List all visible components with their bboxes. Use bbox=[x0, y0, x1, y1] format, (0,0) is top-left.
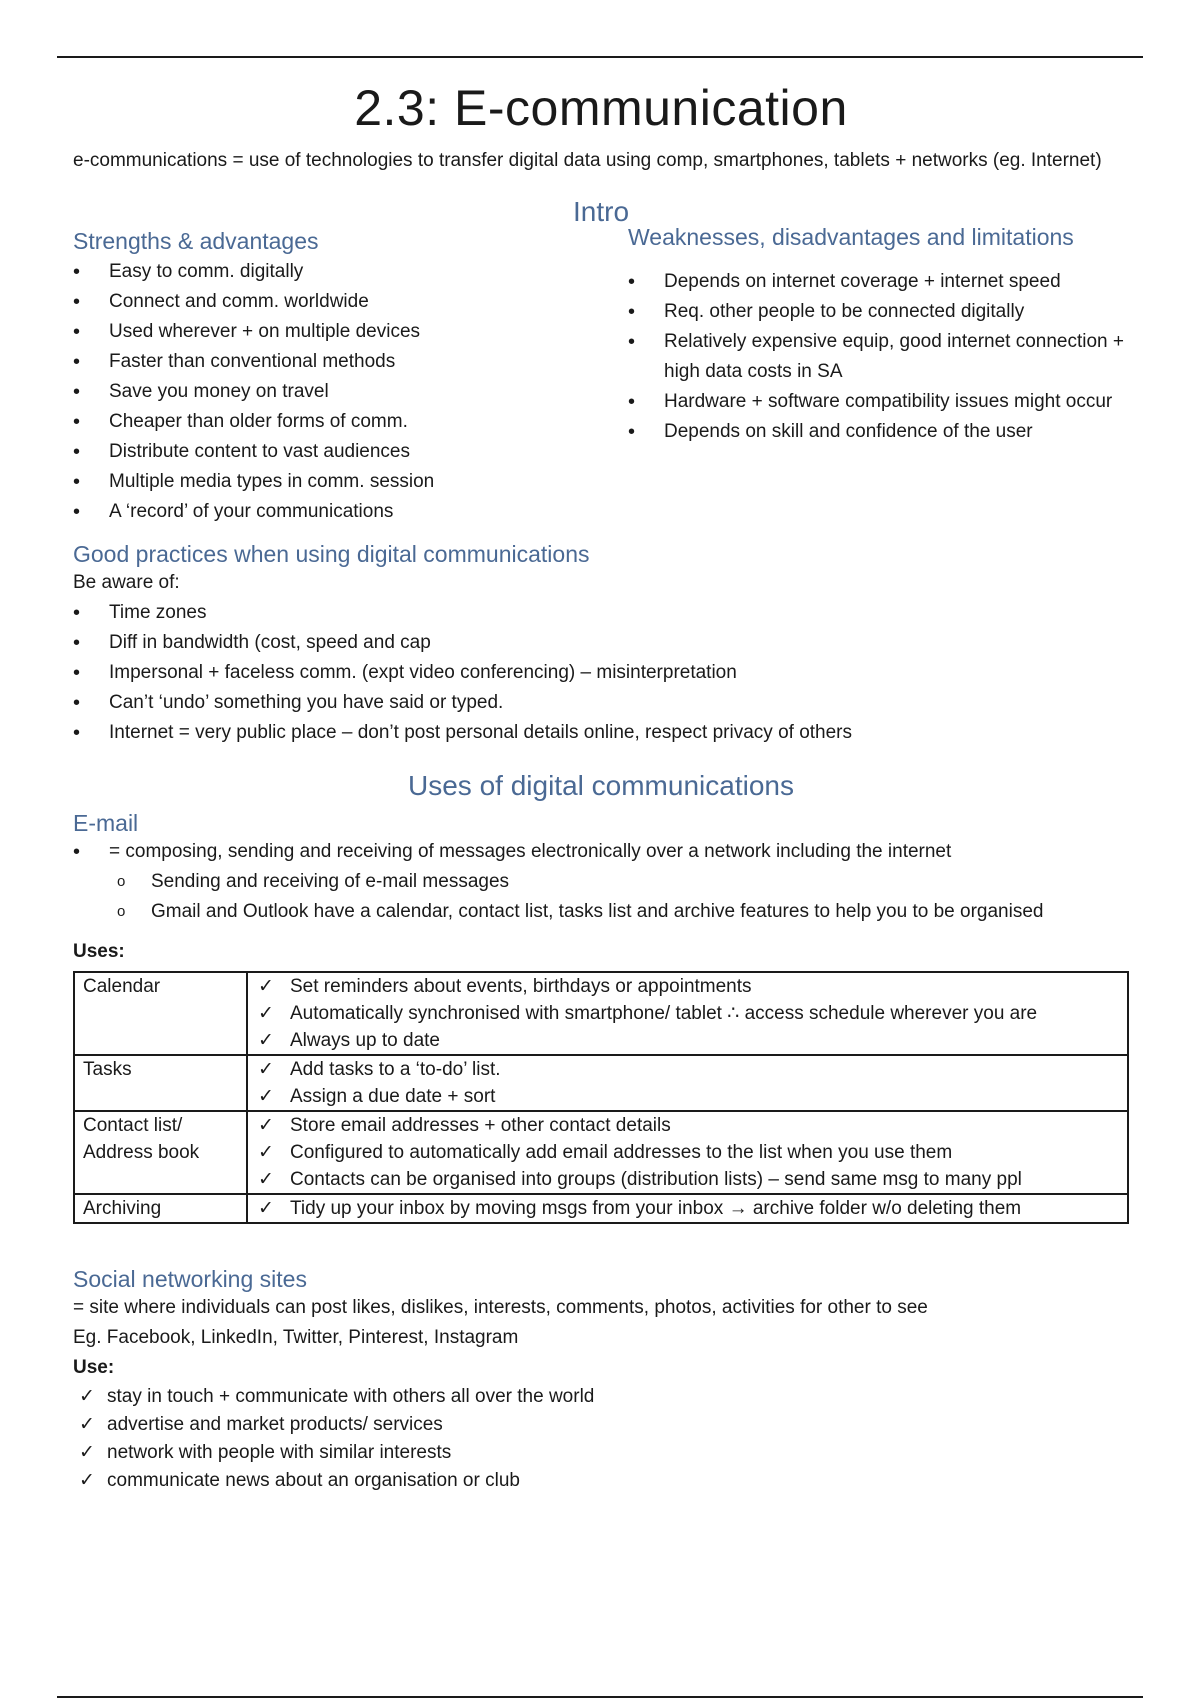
list-item: • Depends on skill and confidence of the user bbox=[628, 417, 1128, 447]
table-cell-items bbox=[247, 1111, 1128, 1194]
list-item: • Hardware + software compatibility issues might occur bbox=[628, 387, 1128, 417]
table-row bbox=[74, 972, 1128, 1055]
list-item: • A ‘record’ of your communications bbox=[73, 497, 628, 527]
list-item: • Connect and comm. worldwide bbox=[73, 287, 628, 317]
list-item: o Gmail and Outlook have a calendar, contact list, tasks list and archive features to help you to be organised bbox=[113, 897, 1129, 927]
list-item: • Faster than conventional methods bbox=[73, 347, 628, 377]
list-item: ✓ Contacts can be organised into groups (distribution lists) – send same msg to many ppl bbox=[256, 1166, 1119, 1193]
table-cell-items bbox=[247, 1055, 1128, 1111]
page-title: 2.3: E-communication bbox=[354, 80, 848, 136]
list-item: • Save you money on travel bbox=[73, 377, 628, 407]
list-item: ✓ Set reminders about events, birthdays or appointments bbox=[256, 973, 1119, 1000]
good-practices-list bbox=[73, 598, 1129, 748]
strengths-list bbox=[73, 257, 628, 527]
email-list bbox=[73, 837, 1129, 867]
list-item: • Req. other people to be connected digitally bbox=[628, 297, 1128, 327]
email-sub-list bbox=[73, 867, 1129, 927]
list-item: o Sending and receiving of e-mail messages bbox=[113, 867, 1129, 897]
table-cell-label: Contact list/ Address book bbox=[74, 1111, 247, 1194]
table-cell-items bbox=[247, 972, 1128, 1055]
list-item: ✓ advertise and market products/ services bbox=[73, 1411, 1129, 1439]
list-item: ✓ stay in touch + communicate with others all over the world bbox=[73, 1383, 1129, 1411]
list-item: ✓ Assign a due date + sort bbox=[256, 1083, 1119, 1110]
weaknesses-column bbox=[628, 224, 1128, 527]
list-item: • Distribute content to vast audiences bbox=[73, 437, 628, 467]
list-item: ✓ Store email addresses + other contact details bbox=[256, 1112, 1119, 1139]
list-item: • Time zones bbox=[73, 598, 1129, 628]
list-item: ✓ Always up to date bbox=[256, 1027, 1119, 1054]
good-practices-heading: Good practices when using digital communications bbox=[73, 541, 590, 567]
good-practices-lead: Be aware of: bbox=[73, 572, 180, 593]
list-item: ✓ Add tasks to a ‘to-do’ list. bbox=[256, 1056, 1119, 1083]
list-item: • Impersonal + faceless comm. (expt video conferencing) – misinterpretation bbox=[73, 658, 1129, 688]
table-cell-label: Calendar bbox=[74, 972, 247, 1055]
weaknesses-list bbox=[628, 267, 1128, 447]
email-heading: E-mail bbox=[73, 810, 139, 836]
table-cell-label: Archiving bbox=[74, 1194, 247, 1223]
table-row bbox=[74, 1055, 1128, 1111]
email-definition: • = composing, sending and receiving of messages electronically over a network including the internet bbox=[73, 837, 1129, 867]
list-item: ✓ network with people with similar interests bbox=[73, 1439, 1129, 1467]
social-examples: Eg. Facebook, LinkedIn, Twitter, Pinterest, Instagram bbox=[73, 1327, 519, 1348]
weaknesses-heading: Weaknesses, disadvantages and limitations bbox=[628, 224, 1074, 250]
list-item: • Cheaper than older forms of comm. bbox=[73, 407, 628, 437]
list-item: ✓ Tidy up your inbox by moving msgs from your inbox → archive folder w/o deleting them bbox=[256, 1195, 1119, 1222]
strengths-heading: Strengths & advantages bbox=[73, 228, 319, 254]
list-item: ✓ Automatically synchronised with smartphone/ tablet ∴ access schedule wherever you are bbox=[256, 1000, 1119, 1027]
list-item: ✓ communicate news about an organisation or club bbox=[73, 1467, 1129, 1495]
list-item: • Easy to comm. digitally bbox=[73, 257, 628, 287]
list-item: • Used wherever + on multiple devices bbox=[73, 317, 628, 347]
table-row bbox=[74, 1194, 1128, 1223]
top-rule bbox=[57, 56, 1143, 58]
bottom-rule bbox=[57, 1696, 1143, 1698]
list-item: • Relatively expensive equip, good internet connection + high data costs in SA bbox=[628, 327, 1128, 387]
list-item: • Internet = very public place – don’t post personal details online, respect privacy of others bbox=[73, 718, 1129, 748]
email-uses-table bbox=[73, 971, 1129, 1224]
uses-heading: Uses of digital communications bbox=[408, 770, 794, 801]
social-definition: = site where individuals can post likes, dislikes, interests, comments, photos, activities for other to see bbox=[73, 1297, 928, 1318]
document-body bbox=[73, 78, 1129, 1495]
list-item: • Diff in bandwidth (cost, speed and cap bbox=[73, 628, 1129, 658]
social-heading: Social networking sites bbox=[73, 1266, 307, 1292]
table-row bbox=[74, 1111, 1128, 1194]
list-item: • Multiple media types in comm. session bbox=[73, 467, 628, 497]
definition-text: e-communications = use of technologies to transfer digital data using comp, smartphones, tablets + networks (eg. Internet) bbox=[73, 150, 1102, 171]
intro-columns bbox=[73, 224, 1129, 527]
strengths-column bbox=[73, 228, 628, 527]
list-item: • Depends on internet coverage + internet speed bbox=[628, 267, 1128, 297]
uses-label: Uses: bbox=[73, 941, 125, 962]
social-use-label: Use: bbox=[73, 1357, 115, 1378]
social-uses-list bbox=[73, 1383, 1129, 1495]
table-cell-label: Tasks bbox=[74, 1055, 247, 1111]
list-item: ✓ Configured to automatically add email addresses to the list when you use them bbox=[256, 1139, 1119, 1166]
list-item: • Can’t ‘undo’ something you have said or typed. bbox=[73, 688, 1129, 718]
table-cell-items bbox=[247, 1194, 1128, 1223]
intro-heading: Intro bbox=[572, 196, 630, 227]
